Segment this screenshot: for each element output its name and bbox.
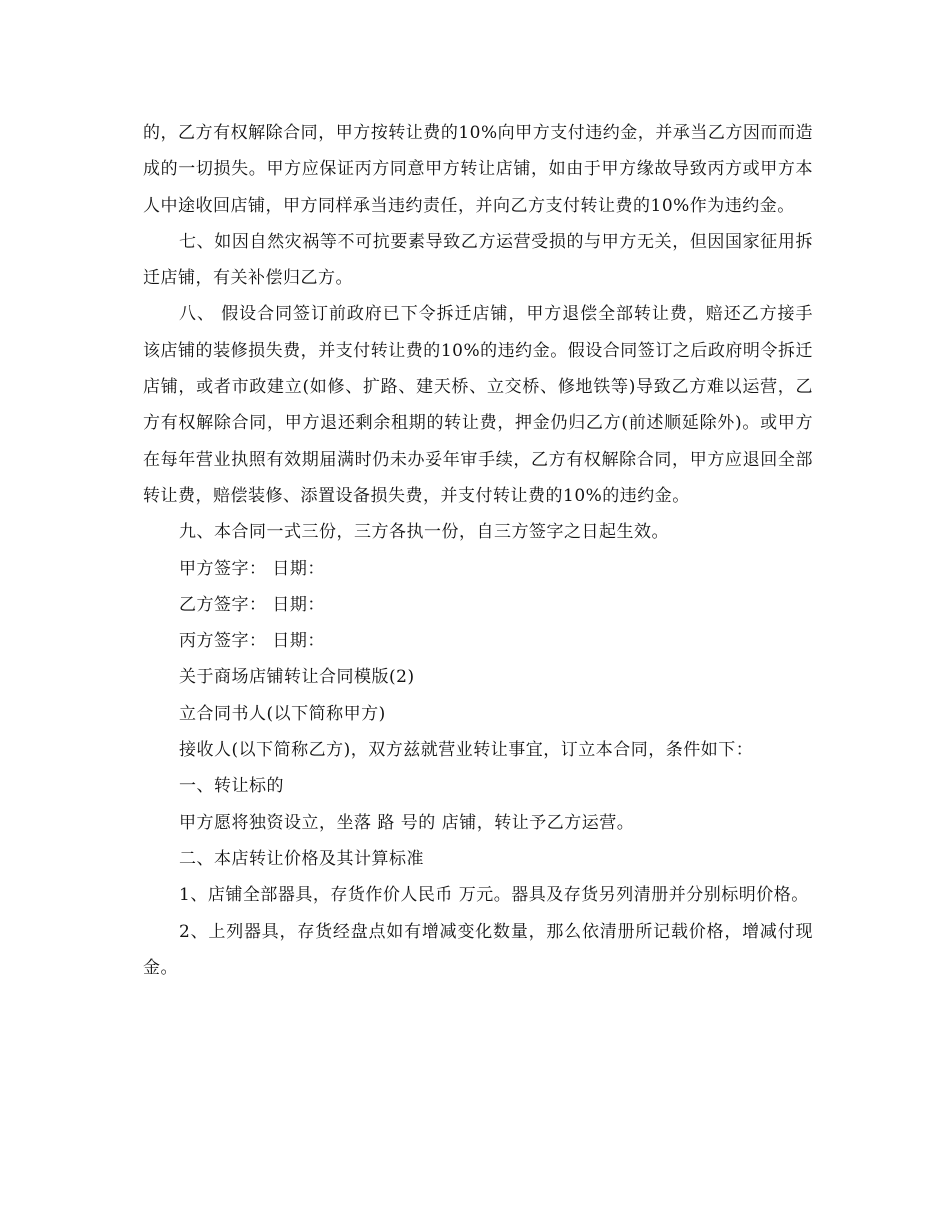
document-body <box>143 115 813 986</box>
party-b-line: 接收人(以下简称乙方)，双方兹就营业转让事宜，订立本合同，条件如下： <box>179 740 754 761</box>
heading-price-standard: 二、本店转让价格及其计算标准 <box>179 848 424 869</box>
section-title: 关于商场店铺转让合同模版(2) <box>179 667 415 688</box>
paragraph-transfer-subject: 甲方愿将独资设立，坐落 路 号的 店铺，转让予乙方运营。 <box>179 812 635 833</box>
paragraph-clause-7: 七、如因自然灾祸等不可抗要素导致乙方运营受损的与甲方无关，但因国家征用拆迁店铺，有关补偿归乙方。 <box>143 231 813 289</box>
paragraph-clause-8: 八、 假设合同签订前政府已下令拆迁店铺，甲方退偿全部转让费，赔还乙方接手该店铺的装修损失费，并支付转让费的10%的违约金。假设合同签订之后政府明令拆迁店铺，或者市政建立(如修、扩路、建天桥、立交桥、修地铁等)导致乙方难以运营，乙方有权解除合同，甲方退还剩余租期的转让费，押金仍归乙方(前述顺延除外)。或甲方在每年营业执照有效期届满时仍未办妥年审手续，乙方有权解除合同，甲方应退回全部转让费，赔偿装修、添置设备损失费，并支付转让费的10%的违约金。 <box>143 304 813 506</box>
paragraph-price-item-1: 1、店铺全部器具，存货作价人民币 万元。器具及存货另列清册并分别标明价格。 <box>179 885 809 906</box>
paragraph-price-item-2: 2、上列器具，存货经盘点如有增减变化数量，那么依清册所记载价格，增减付现金。 <box>143 921 813 978</box>
party-a-line: 立合同书人(以下简称甲方) <box>179 703 386 724</box>
paragraph-clause-9: 九、本合同一式三份，三方各执一份，自三方签字之日起生效。 <box>179 522 669 543</box>
heading-transfer-subject: 一、转让标的 <box>179 776 284 797</box>
signature-line-party-a: 甲方签字： 日期： <box>179 558 325 579</box>
signature-line-party-c: 丙方签字： 日期： <box>179 631 325 652</box>
paragraph-continued-clause: 的，乙方有权解除合同，甲方按转让费的10%向甲方支付违约金，并承当乙方因而而造成的一切损失。甲方应保证丙方同意甲方转让店铺，如由于甲方缘故导致丙方或甲方本人中途收回店铺，甲方同样承当违约责任，并向乙方支付转让费的10%作为违约金。 <box>143 123 813 216</box>
signature-line-party-b: 乙方签字： 日期： <box>179 594 325 615</box>
